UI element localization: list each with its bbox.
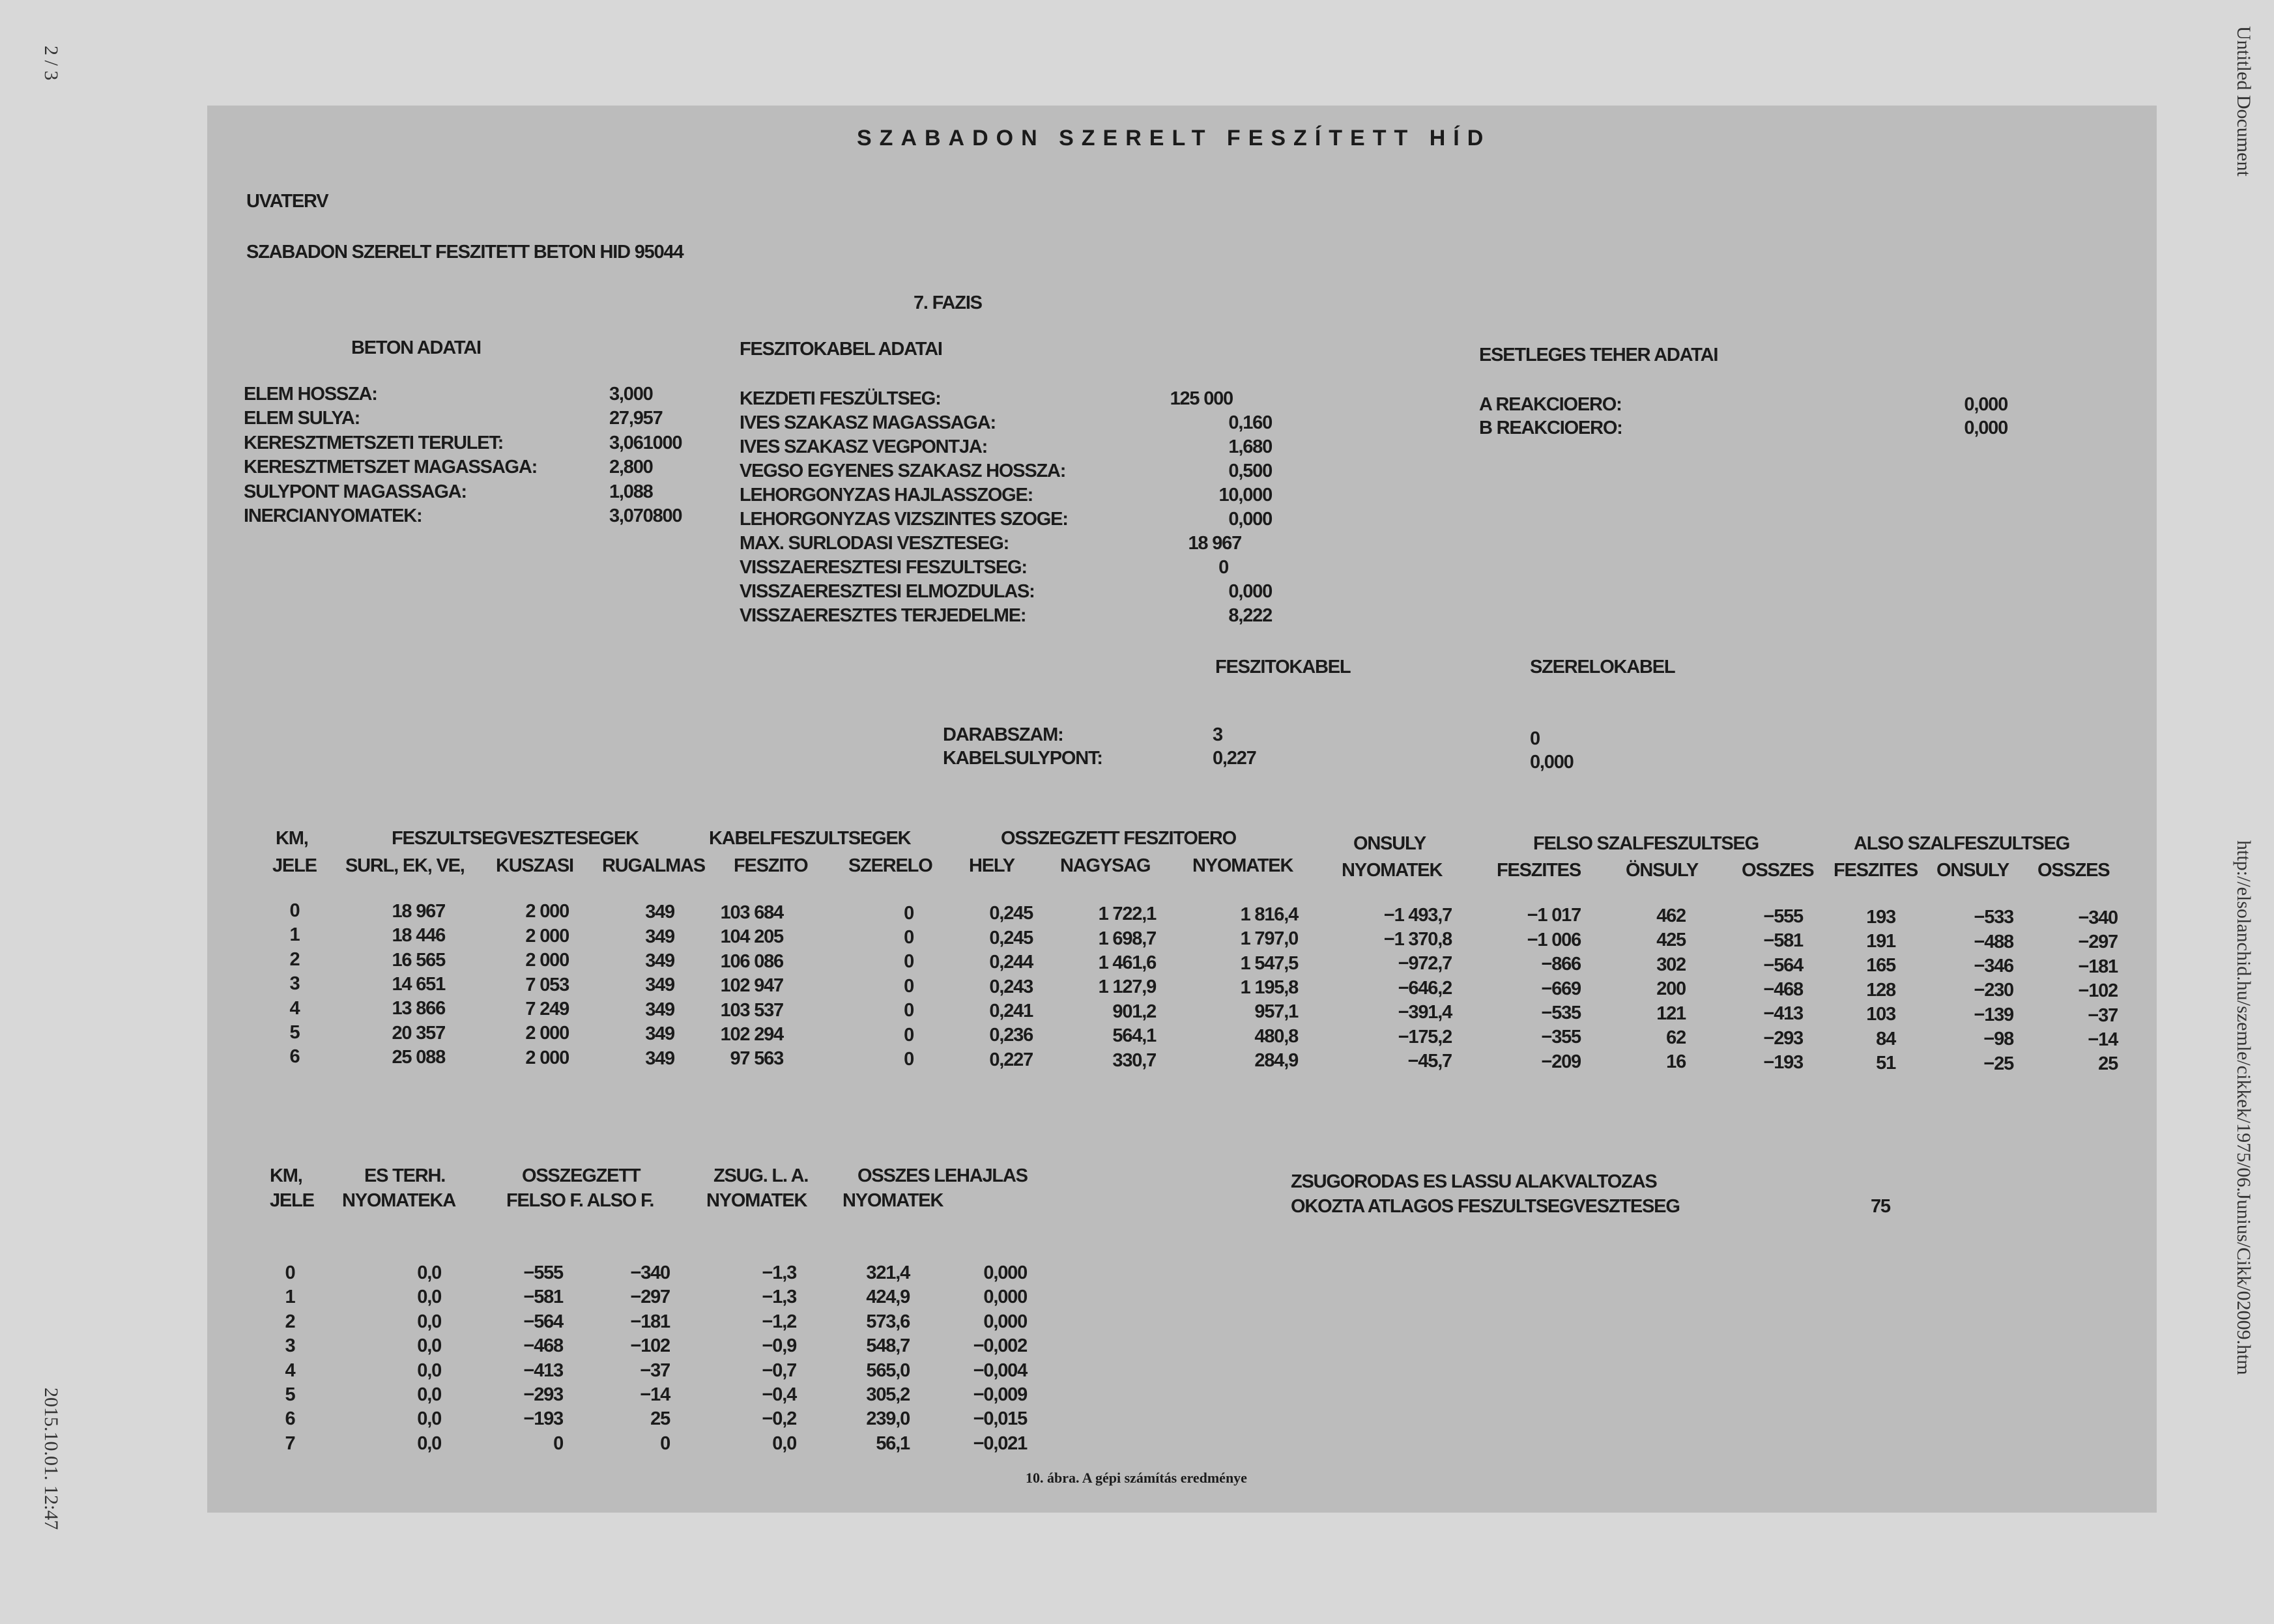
second-header-top: ES TERH. xyxy=(364,1165,446,1186)
main-table-cell: 193 xyxy=(1866,906,1895,928)
main-table-cell: 103 xyxy=(1866,1004,1895,1025)
teher-label: A REAKCIOERO: xyxy=(1479,394,1622,415)
main-table-cell: −297 xyxy=(2078,932,2118,953)
teher-label: B REAKCIOERO: xyxy=(1479,418,1622,438)
second-table-cell: 0,000 xyxy=(983,1262,1027,1283)
main-table-cell: −488 xyxy=(1974,931,2013,952)
main-table-cell: 51 xyxy=(1876,1052,1895,1074)
cable-label: DARABSZAM: xyxy=(943,724,1063,745)
second-header-bottom: NYOMATEKA xyxy=(342,1190,455,1211)
main-table-cell: 1 195,8 xyxy=(1240,977,1298,999)
main-table-cell: −1 017 xyxy=(1527,905,1581,926)
main-table-cell: 0 xyxy=(904,1049,914,1070)
main-table-cell: 13 866 xyxy=(392,998,445,1019)
cable-szerelo-value: 0,000 xyxy=(1530,752,1574,773)
beton-value: 3,000 xyxy=(609,384,653,405)
beton-value: 27,957 xyxy=(609,408,663,429)
kabel-label: LEHORGONYZAS HAJLASSZOGE: xyxy=(740,485,1033,506)
main-table-cell: 0,236 xyxy=(989,1025,1033,1046)
main-table-cell: 462 xyxy=(1656,905,1686,927)
second-table-cell: 0,0 xyxy=(417,1311,441,1332)
second-table-cell: −181 xyxy=(630,1311,670,1332)
feszitokabel-heading: FESZITOKABEL xyxy=(1215,657,1351,677)
second-table-cell: −293 xyxy=(523,1384,563,1405)
kabel-value: 1,680 xyxy=(1228,436,1272,457)
main-table-cell: −1 370,8 xyxy=(1383,929,1452,950)
second-table-cell: −0,7 xyxy=(762,1360,796,1381)
second-table-cell: 0,0 xyxy=(417,1408,441,1430)
main-table-cell: −355 xyxy=(1541,1027,1581,1048)
main-group-header: KABELFESZULTSEGEK xyxy=(709,828,911,849)
shrinkage-value: 75 xyxy=(1871,1196,1890,1217)
main-table-cell: 0 xyxy=(904,927,914,948)
main-table-cell: 191 xyxy=(1866,930,1895,952)
main-row-km: 0 xyxy=(289,900,300,921)
main-column-header: SURL, EK, VE, xyxy=(345,855,465,876)
second-table-cell: −14 xyxy=(640,1384,670,1405)
main-table-cell: 2 000 xyxy=(525,925,569,947)
main-table-cell: −102 xyxy=(2078,980,2118,1002)
main-table-cell: 18 967 xyxy=(392,900,445,922)
second-header-bottom: JELE xyxy=(270,1190,314,1211)
main-table-cell: 0,243 xyxy=(989,976,1033,997)
main-table-cell: −972,7 xyxy=(1398,953,1452,975)
second-table-cell: 0 xyxy=(660,1432,670,1454)
main-table-cell: −14 xyxy=(2088,1029,2118,1050)
main-row-km: 2 xyxy=(289,948,300,970)
second-table-cell: −555 xyxy=(523,1262,563,1283)
main-table-cell: −25 xyxy=(1983,1053,2013,1074)
main-group-header: ONSULY xyxy=(1353,833,1426,854)
second-table-cell: −0,002 xyxy=(973,1335,1027,1357)
kabel-label: IVES SZAKASZ MAGASSAGA: xyxy=(740,412,996,433)
second-table-cell: 0 xyxy=(553,1432,563,1454)
main-table-cell: 7 249 xyxy=(525,999,569,1020)
second-table-cell: −581 xyxy=(523,1287,563,1308)
main-table-cell: 349 xyxy=(645,950,674,971)
second-row-km: 1 xyxy=(285,1287,295,1308)
teher-value: 0,000 xyxy=(1964,418,2008,438)
second-table-cell: −413 xyxy=(523,1360,563,1381)
main-table-cell: 102 947 xyxy=(720,975,783,997)
main-table-cell: −866 xyxy=(1541,954,1581,975)
main-table-cell: −139 xyxy=(1974,1004,2013,1025)
beton-label: INERCIANYOMATEK: xyxy=(244,506,422,526)
main-table-cell: 901,2 xyxy=(1112,1001,1156,1022)
second-table-cell: 0,0 xyxy=(772,1432,796,1454)
main-table-cell: −293 xyxy=(1763,1027,1803,1049)
main-row-km: 4 xyxy=(289,997,300,1019)
kabel-label: LEHORGONYZAS VIZSZINTES SZOGE: xyxy=(740,509,1068,530)
main-table-cell: 14 651 xyxy=(392,973,445,995)
teher-value: 0,000 xyxy=(1964,394,2008,415)
beton-label: ELEM HOSSZA: xyxy=(244,384,377,405)
kabel-value: 0,000 xyxy=(1228,509,1272,530)
main-table-cell: −581 xyxy=(1763,930,1803,952)
second-table-cell: 424,9 xyxy=(866,1287,910,1308)
main-column-header: ONSULY xyxy=(1936,860,2009,881)
main-table-cell: 349 xyxy=(645,902,674,923)
second-header-top: ZSUG. L. A. xyxy=(713,1165,809,1186)
main-table-cell: 1 547,5 xyxy=(1240,952,1298,974)
main-table-cell: −1 493,7 xyxy=(1383,904,1452,926)
second-table-cell: −0,009 xyxy=(973,1384,1027,1405)
kabel-value: 0,160 xyxy=(1228,412,1272,433)
beton-value: 1,088 xyxy=(609,481,653,502)
main-table-cell: −340 xyxy=(2078,907,2118,928)
second-row-km: 2 xyxy=(285,1311,295,1332)
second-table-cell: 239,0 xyxy=(866,1408,910,1430)
main-column-header: KUSZASI xyxy=(496,855,573,876)
teher-heading: ESETLEGES TEHER ADATAI xyxy=(1479,345,1718,365)
main-column-header: OSSZES xyxy=(2037,860,2110,881)
second-header-top: KM, xyxy=(270,1165,302,1186)
main-group-header: FELSO SZALFESZULTSEG xyxy=(1533,833,1759,854)
main-table-cell: 349 xyxy=(645,1023,674,1045)
main-table-cell: 62 xyxy=(1666,1027,1686,1049)
second-table-cell: −1,2 xyxy=(762,1311,796,1332)
cable-label: KABELSULYPONT: xyxy=(943,748,1102,769)
main-column-header: ÖNSULY xyxy=(1626,860,1698,881)
second-table-cell: 0,0 xyxy=(417,1335,441,1357)
second-row-km: 6 xyxy=(285,1408,295,1430)
main-table-cell: 165 xyxy=(1866,955,1895,976)
main-table-cell: 349 xyxy=(645,975,674,996)
organization: UVATERV xyxy=(246,191,328,212)
phase-label: 7. FAZIS xyxy=(914,292,982,313)
main-table-cell: −45,7 xyxy=(1407,1051,1452,1072)
main-table-cell: 0 xyxy=(904,902,914,924)
kabel-heading: FESZITOKABEL ADATAI xyxy=(740,339,942,360)
source-url: http://elsolanchid.hu/szemle/cikkek/1975/06.Junius/Cikk/02009.htm xyxy=(2233,840,2254,1375)
main-table-cell: 564,1 xyxy=(1112,1025,1156,1047)
main-table-cell: 18 446 xyxy=(392,925,445,947)
beton-label: KERESZTMETSZET MAGASSAGA: xyxy=(244,457,538,478)
main-table-cell: 2 000 xyxy=(525,1023,569,1044)
main-table-cell: −1 006 xyxy=(1527,929,1581,950)
main-table-cell: 97 563 xyxy=(730,1048,783,1070)
main-table-cell: −98 xyxy=(1983,1029,2013,1050)
second-header-top: OSSZEGZETT xyxy=(522,1165,640,1186)
main-table-cell: 200 xyxy=(1656,978,1686,1000)
main-column-header: NAGYSAG xyxy=(1060,855,1151,876)
subtitle: SZABADON SZERELT FESZITETT BETON HID 95044 xyxy=(246,242,684,263)
second-table-cell: −193 xyxy=(523,1408,563,1430)
second-table-cell: −0,4 xyxy=(762,1384,796,1405)
second-table-cell: −297 xyxy=(630,1287,670,1308)
second-row-km: 4 xyxy=(285,1360,295,1381)
second-row-km: 0 xyxy=(285,1262,295,1283)
beton-label: KERESZTMETSZETI TERULET: xyxy=(244,432,504,453)
main-table-cell: 480,8 xyxy=(1254,1025,1298,1047)
second-header-top: OSSZES LEHAJLAS xyxy=(857,1165,1028,1186)
page-title: SZABADON SZERELT FESZÍTETT HÍD xyxy=(857,126,1491,150)
main-column-header: NYOMATEK xyxy=(1192,855,1293,876)
beton-value: 2,800 xyxy=(609,457,653,478)
second-table-cell: 321,4 xyxy=(866,1262,910,1283)
kabel-label: VISSZAERESZTESI FESZULTSEG: xyxy=(740,557,1027,578)
main-table-cell: −37 xyxy=(2088,1004,2118,1026)
kabel-label: VISSZAERESZTES TERJEDELME: xyxy=(740,605,1026,626)
main-table-cell: 0,241 xyxy=(989,1001,1033,1021)
main-table-cell: −346 xyxy=(1974,956,2013,977)
main-table-cell: 0,245 xyxy=(989,903,1033,924)
main-column-header: JELE xyxy=(272,855,317,876)
main-table-cell: 0 xyxy=(904,1024,914,1046)
second-table-cell: 565,0 xyxy=(866,1360,910,1381)
second-table-cell: −37 xyxy=(640,1360,670,1381)
main-table-cell: 425 xyxy=(1656,930,1686,951)
main-table-cell: −564 xyxy=(1763,954,1803,976)
second-table-cell: 0,000 xyxy=(983,1311,1027,1332)
main-column-header: RUGALMAS xyxy=(602,855,705,876)
kabel-value: 0,000 xyxy=(1228,581,1272,602)
main-table-cell: −193 xyxy=(1763,1052,1803,1074)
main-column-header: FESZITO xyxy=(734,855,808,876)
second-table-cell: −564 xyxy=(523,1311,563,1332)
second-table-cell: −0,9 xyxy=(762,1335,796,1357)
main-table-cell: 957,1 xyxy=(1254,1001,1298,1023)
main-column-header: FESZITES xyxy=(1834,860,1918,881)
cable-szerelo-value: 0 xyxy=(1530,728,1540,749)
main-table-cell: −181 xyxy=(2078,956,2118,977)
main-row-km: 1 xyxy=(289,924,300,946)
second-table-cell: −0,2 xyxy=(762,1408,796,1430)
main-group-header: ALSO SZALFESZULTSEG xyxy=(1854,833,2070,854)
main-table-cell: 1 816,4 xyxy=(1240,904,1298,925)
beton-heading: BETON ADATAI xyxy=(351,337,481,358)
main-group-header: OSSZEGZETT FESZITOERO xyxy=(1001,828,1236,849)
main-table-cell: 1 127,9 xyxy=(1098,976,1156,998)
second-table-cell: 305,2 xyxy=(866,1384,910,1405)
main-table-cell: −413 xyxy=(1763,1003,1803,1025)
main-table-cell: 104 205 xyxy=(720,926,783,948)
second-table-cell: 0,0 xyxy=(417,1384,441,1405)
main-table-cell: 349 xyxy=(645,926,674,947)
shrinkage-line1: ZSUGORODAS ES LASSU ALAKVALTOZAS xyxy=(1291,1171,1657,1192)
main-table-cell: 20 357 xyxy=(392,1022,445,1044)
second-table-cell: −102 xyxy=(630,1335,670,1357)
main-table-cell: 106 086 xyxy=(720,950,783,972)
shrinkage-line2: OKOZTA ATLAGOS FESZULTSEGVESZTESEG xyxy=(1291,1196,1680,1217)
second-table-cell: −0,004 xyxy=(973,1360,1027,1381)
second-table-cell: 0,0 xyxy=(417,1287,441,1308)
main-column-header: HELY xyxy=(969,855,1015,876)
main-table-cell: −391,4 xyxy=(1398,1002,1452,1023)
main-group-header: FESZULTSEGVESZTESEGEK xyxy=(392,828,639,849)
main-table-cell: 349 xyxy=(645,999,674,1020)
main-table-cell: 25 xyxy=(2098,1053,2118,1075)
main-table-cell: −533 xyxy=(1974,907,2013,928)
main-table-cell: −230 xyxy=(1974,980,2013,1001)
main-table-cell: 1 722,1 xyxy=(1098,904,1156,925)
page-counter: 2 / 3 xyxy=(40,46,62,81)
kabel-value: 8,222 xyxy=(1228,605,1272,626)
second-header-bottom: NYOMATEK xyxy=(842,1190,943,1211)
main-table-cell: 1 461,6 xyxy=(1098,952,1156,973)
second-row-km: 3 xyxy=(285,1335,295,1357)
document-title: Untitled Document xyxy=(2233,26,2254,177)
main-group-header: KM, xyxy=(276,828,308,849)
main-table-cell: 103 684 xyxy=(720,902,783,923)
second-table-cell: 573,6 xyxy=(866,1311,910,1332)
print-timestamp: 2015.10.01. 12:47 xyxy=(40,1388,62,1530)
main-table-cell: −555 xyxy=(1763,905,1803,927)
cable-feszito-value: 0,227 xyxy=(1213,748,1256,769)
main-table-cell: 16 xyxy=(1666,1051,1686,1073)
main-table-cell: 0 xyxy=(904,951,914,973)
main-table-cell: 7 053 xyxy=(525,974,569,995)
second-row-km: 7 xyxy=(285,1432,295,1454)
main-table-cell: 1 698,7 xyxy=(1098,928,1156,949)
main-column-header: NYOMATEK xyxy=(1342,860,1443,881)
main-row-km: 6 xyxy=(289,1046,300,1068)
main-table-cell: −468 xyxy=(1763,979,1803,1000)
second-table-cell: −1,3 xyxy=(762,1287,796,1308)
main-row-km: 3 xyxy=(289,973,300,995)
main-table-cell: −175,2 xyxy=(1398,1026,1452,1047)
main-table-cell: 0,244 xyxy=(989,952,1033,973)
second-table-cell: −340 xyxy=(630,1262,670,1283)
main-table-cell: 2 000 xyxy=(525,1047,569,1068)
main-table-cell: 0,245 xyxy=(989,927,1033,948)
main-table-cell: 349 xyxy=(645,1047,674,1069)
second-table-cell: 0,0 xyxy=(417,1262,441,1283)
kabel-value: 10,000 xyxy=(1218,485,1272,506)
main-table-cell: 284,9 xyxy=(1254,1050,1298,1072)
second-table-cell: 25 xyxy=(650,1408,670,1430)
main-table-cell: 302 xyxy=(1656,954,1686,975)
main-table-cell: −669 xyxy=(1541,978,1581,999)
main-table-cell: 2 000 xyxy=(525,950,569,971)
main-table-cell: 0,227 xyxy=(989,1049,1033,1070)
second-table-cell: −0,015 xyxy=(973,1408,1027,1430)
second-table-cell: 56,1 xyxy=(876,1432,910,1454)
main-column-header: FESZITES xyxy=(1497,860,1581,881)
main-row-km: 5 xyxy=(289,1022,300,1043)
main-table-cell: 121 xyxy=(1656,1003,1686,1024)
beton-label: SULYPONT MAGASSAGA: xyxy=(244,481,467,502)
second-header-bottom: NYOMATEK xyxy=(706,1190,807,1211)
main-table-cell: 25 088 xyxy=(392,1047,445,1068)
beton-label: ELEM SULYA: xyxy=(244,408,360,429)
kabel-label: MAX. SURLODASI VESZTESEG: xyxy=(740,533,1009,554)
main-column-header: SZERELO xyxy=(848,855,932,876)
main-table-cell: 0 xyxy=(904,1000,914,1021)
second-table-cell: 0,000 xyxy=(983,1287,1027,1308)
main-table-cell: 330,7 xyxy=(1112,1049,1156,1071)
main-table-cell: 128 xyxy=(1866,979,1895,1001)
main-table-cell: 1 797,0 xyxy=(1240,928,1298,950)
second-table-cell: −1,3 xyxy=(762,1262,796,1283)
second-row-km: 5 xyxy=(285,1384,295,1405)
document-scan-panel xyxy=(207,106,2157,1513)
main-table-cell: 0 xyxy=(904,975,914,997)
main-table-cell: 84 xyxy=(1876,1028,1895,1049)
main-table-cell: 102 294 xyxy=(720,1023,783,1045)
beton-value: 3,070800 xyxy=(609,506,682,526)
second-table-cell: 0,0 xyxy=(417,1432,441,1454)
figure-caption: 10. ábra. A gépi számítás eredménye xyxy=(1026,1470,1247,1486)
main-column-header: OSSZES xyxy=(1742,860,1814,881)
cable-feszito-value: 3 xyxy=(1213,724,1222,745)
kabel-label: VISSZAERESZTESI ELMOZDULAS: xyxy=(740,581,1035,602)
second-table-cell: −0,021 xyxy=(973,1432,1027,1454)
main-table-cell: −646,2 xyxy=(1398,977,1452,999)
main-table-cell: −209 xyxy=(1541,1051,1581,1072)
main-table-cell: 16 565 xyxy=(392,949,445,971)
kabel-value: 125 000 xyxy=(1170,388,1233,409)
kabel-value: 0,500 xyxy=(1228,461,1272,481)
beton-value: 3,061000 xyxy=(609,432,682,453)
kabel-value: 0 xyxy=(1218,557,1228,578)
main-table-cell: −535 xyxy=(1541,1002,1581,1023)
second-table-cell: −468 xyxy=(523,1335,563,1357)
main-table-cell: 103 537 xyxy=(720,999,783,1021)
second-table-cell: 548,7 xyxy=(866,1335,910,1357)
szerelokabel-heading: SZERELOKABEL xyxy=(1530,657,1675,677)
second-table-cell: 0,0 xyxy=(417,1360,441,1381)
main-table-cell: 2 000 xyxy=(525,901,569,922)
second-header-bottom: FELSO F. ALSO F. xyxy=(506,1190,654,1211)
kabel-label: KEZDETI FESZÜLTSEG: xyxy=(740,388,941,409)
kabel-label: IVES SZAKASZ VEGPONTJA: xyxy=(740,436,988,457)
kabel-label: VEGSO EGYENES SZAKASZ HOSSZA: xyxy=(740,461,1066,481)
kabel-value: 18 967 xyxy=(1188,533,1241,554)
